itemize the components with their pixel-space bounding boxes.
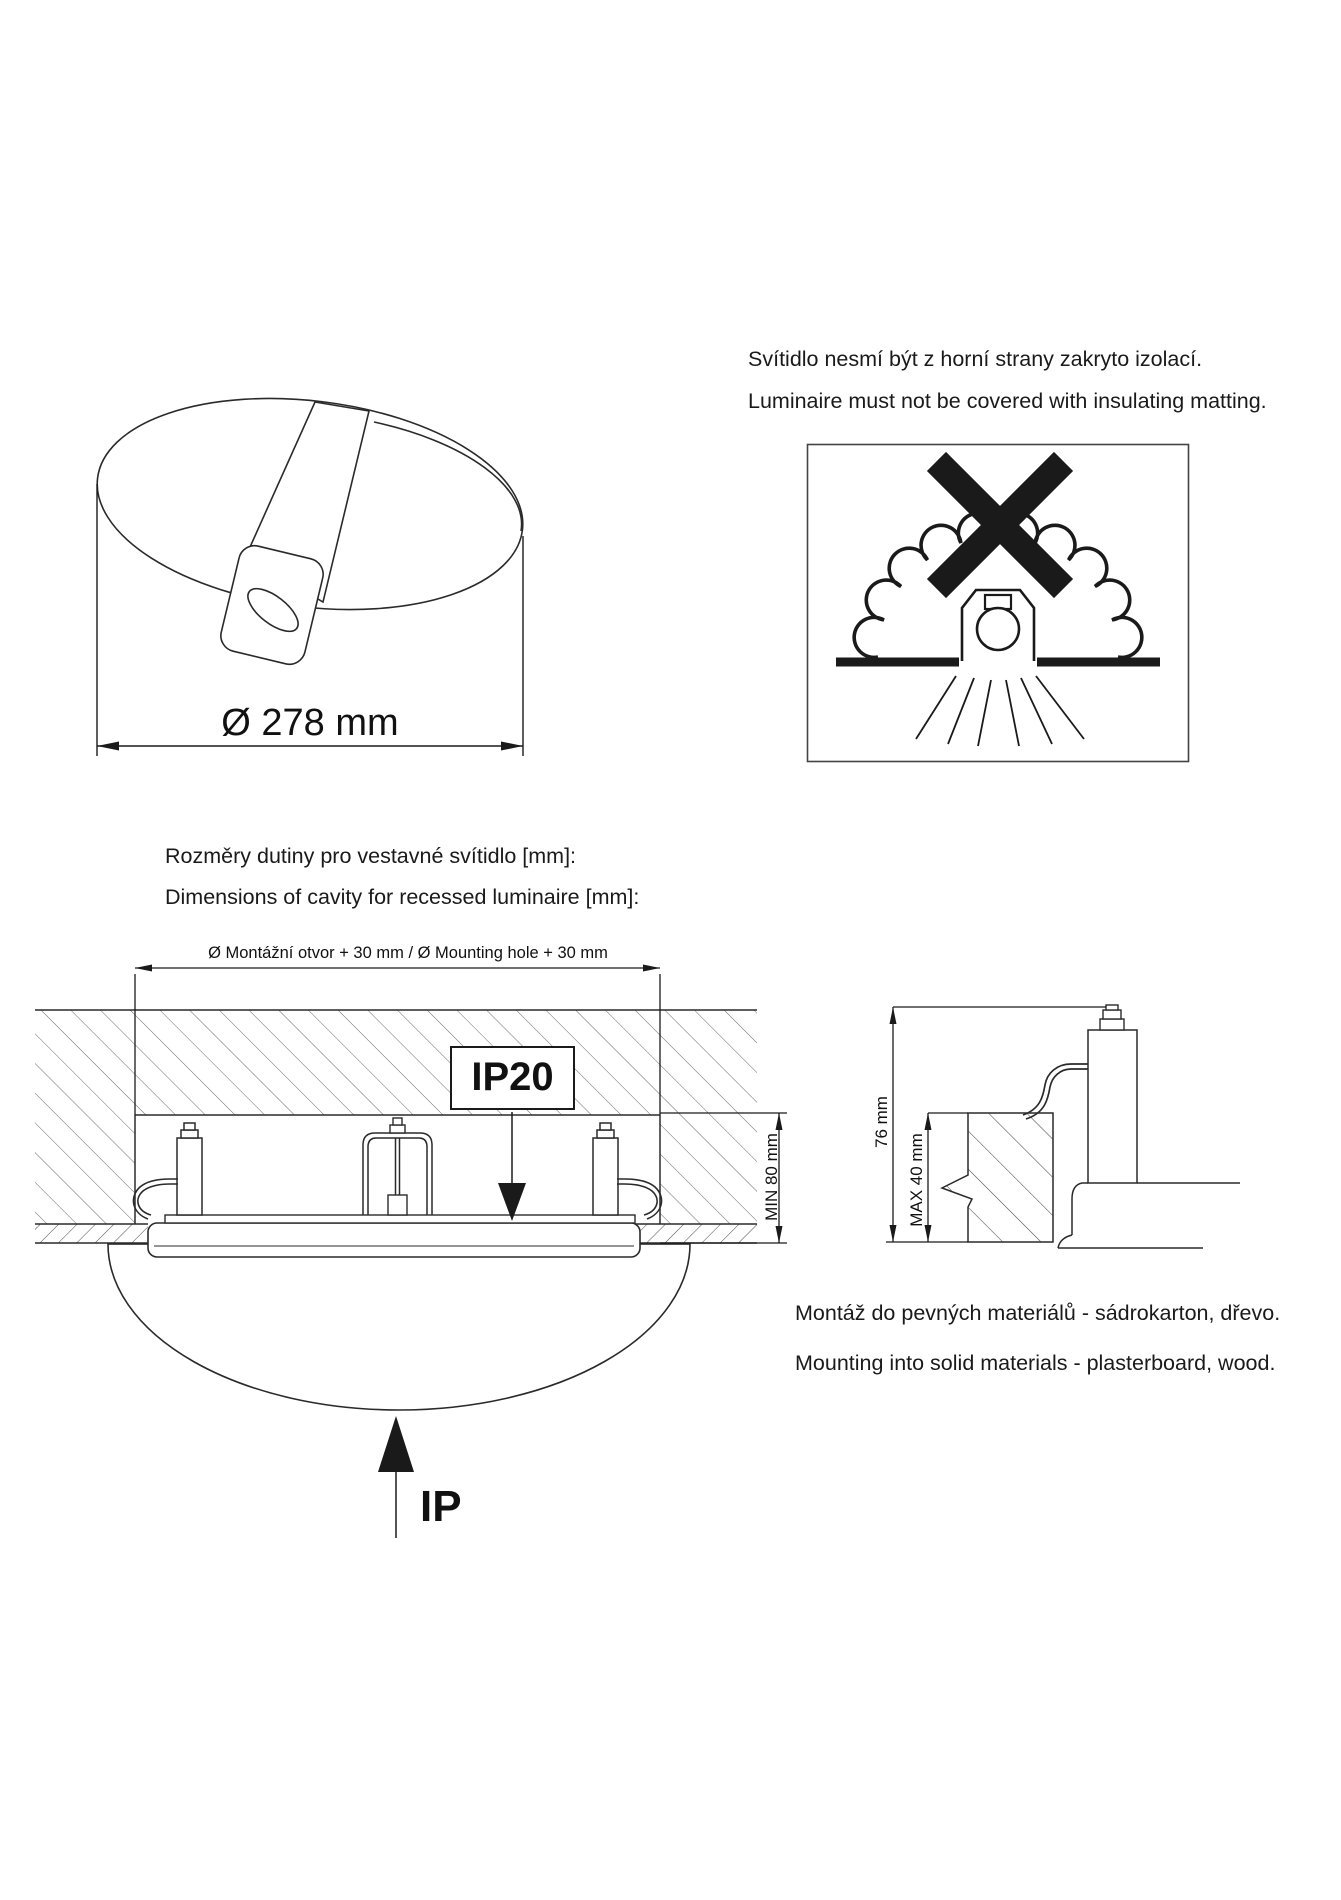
total-height-dimension-label: 76 mm — [872, 1096, 891, 1148]
min-depth-dimension-label: MIN 80 mm — [762, 1133, 781, 1221]
insulation-warning-en: Luminaire must not be covered with insulating matting. — [748, 389, 1267, 413]
ip20-rating-badge: IP20 — [450, 1046, 575, 1110]
mounting-note-en: Mounting into solid materials - plasterboard, wood. — [795, 1351, 1276, 1375]
insulation-warning-cz: Svítidlo nesmí být z horní strany zakryto izolací. — [748, 347, 1203, 371]
max-thickness-dimension-label: MAX 40 mm — [907, 1133, 926, 1227]
cavity-heading-cz: Rozměry dutiny pro vestavné svítidlo [mm]: — [165, 844, 577, 868]
insulation-warning-text — [748, 338, 1267, 422]
no-insulation-cover-icon — [806, 443, 1190, 763]
cavity-heading-en: Dimensions of cavity for recessed luminaire [mm]: — [165, 885, 640, 909]
mounting-panel-block — [942, 1113, 1053, 1242]
recessed-cavity-cross-section — [30, 940, 800, 1550]
ip-arrow-icon — [378, 1416, 414, 1472]
ip-marker-label: IP — [420, 1482, 462, 1531]
diameter-dimension-label: Ø 278 mm — [221, 702, 399, 744]
mounting-note-cz: Montáž do pevných materiálů - sádrokarton, dřevo. — [795, 1301, 1281, 1325]
cavity-dimensions-heading — [165, 836, 639, 918]
mounting-materials-note — [795, 1288, 1280, 1388]
mounting-hole-dimension-label: Ø Montážní otvor + 30 mm / Ø Mounting hole + 30 mm — [208, 944, 608, 962]
luminaire-dome — [108, 1244, 690, 1410]
